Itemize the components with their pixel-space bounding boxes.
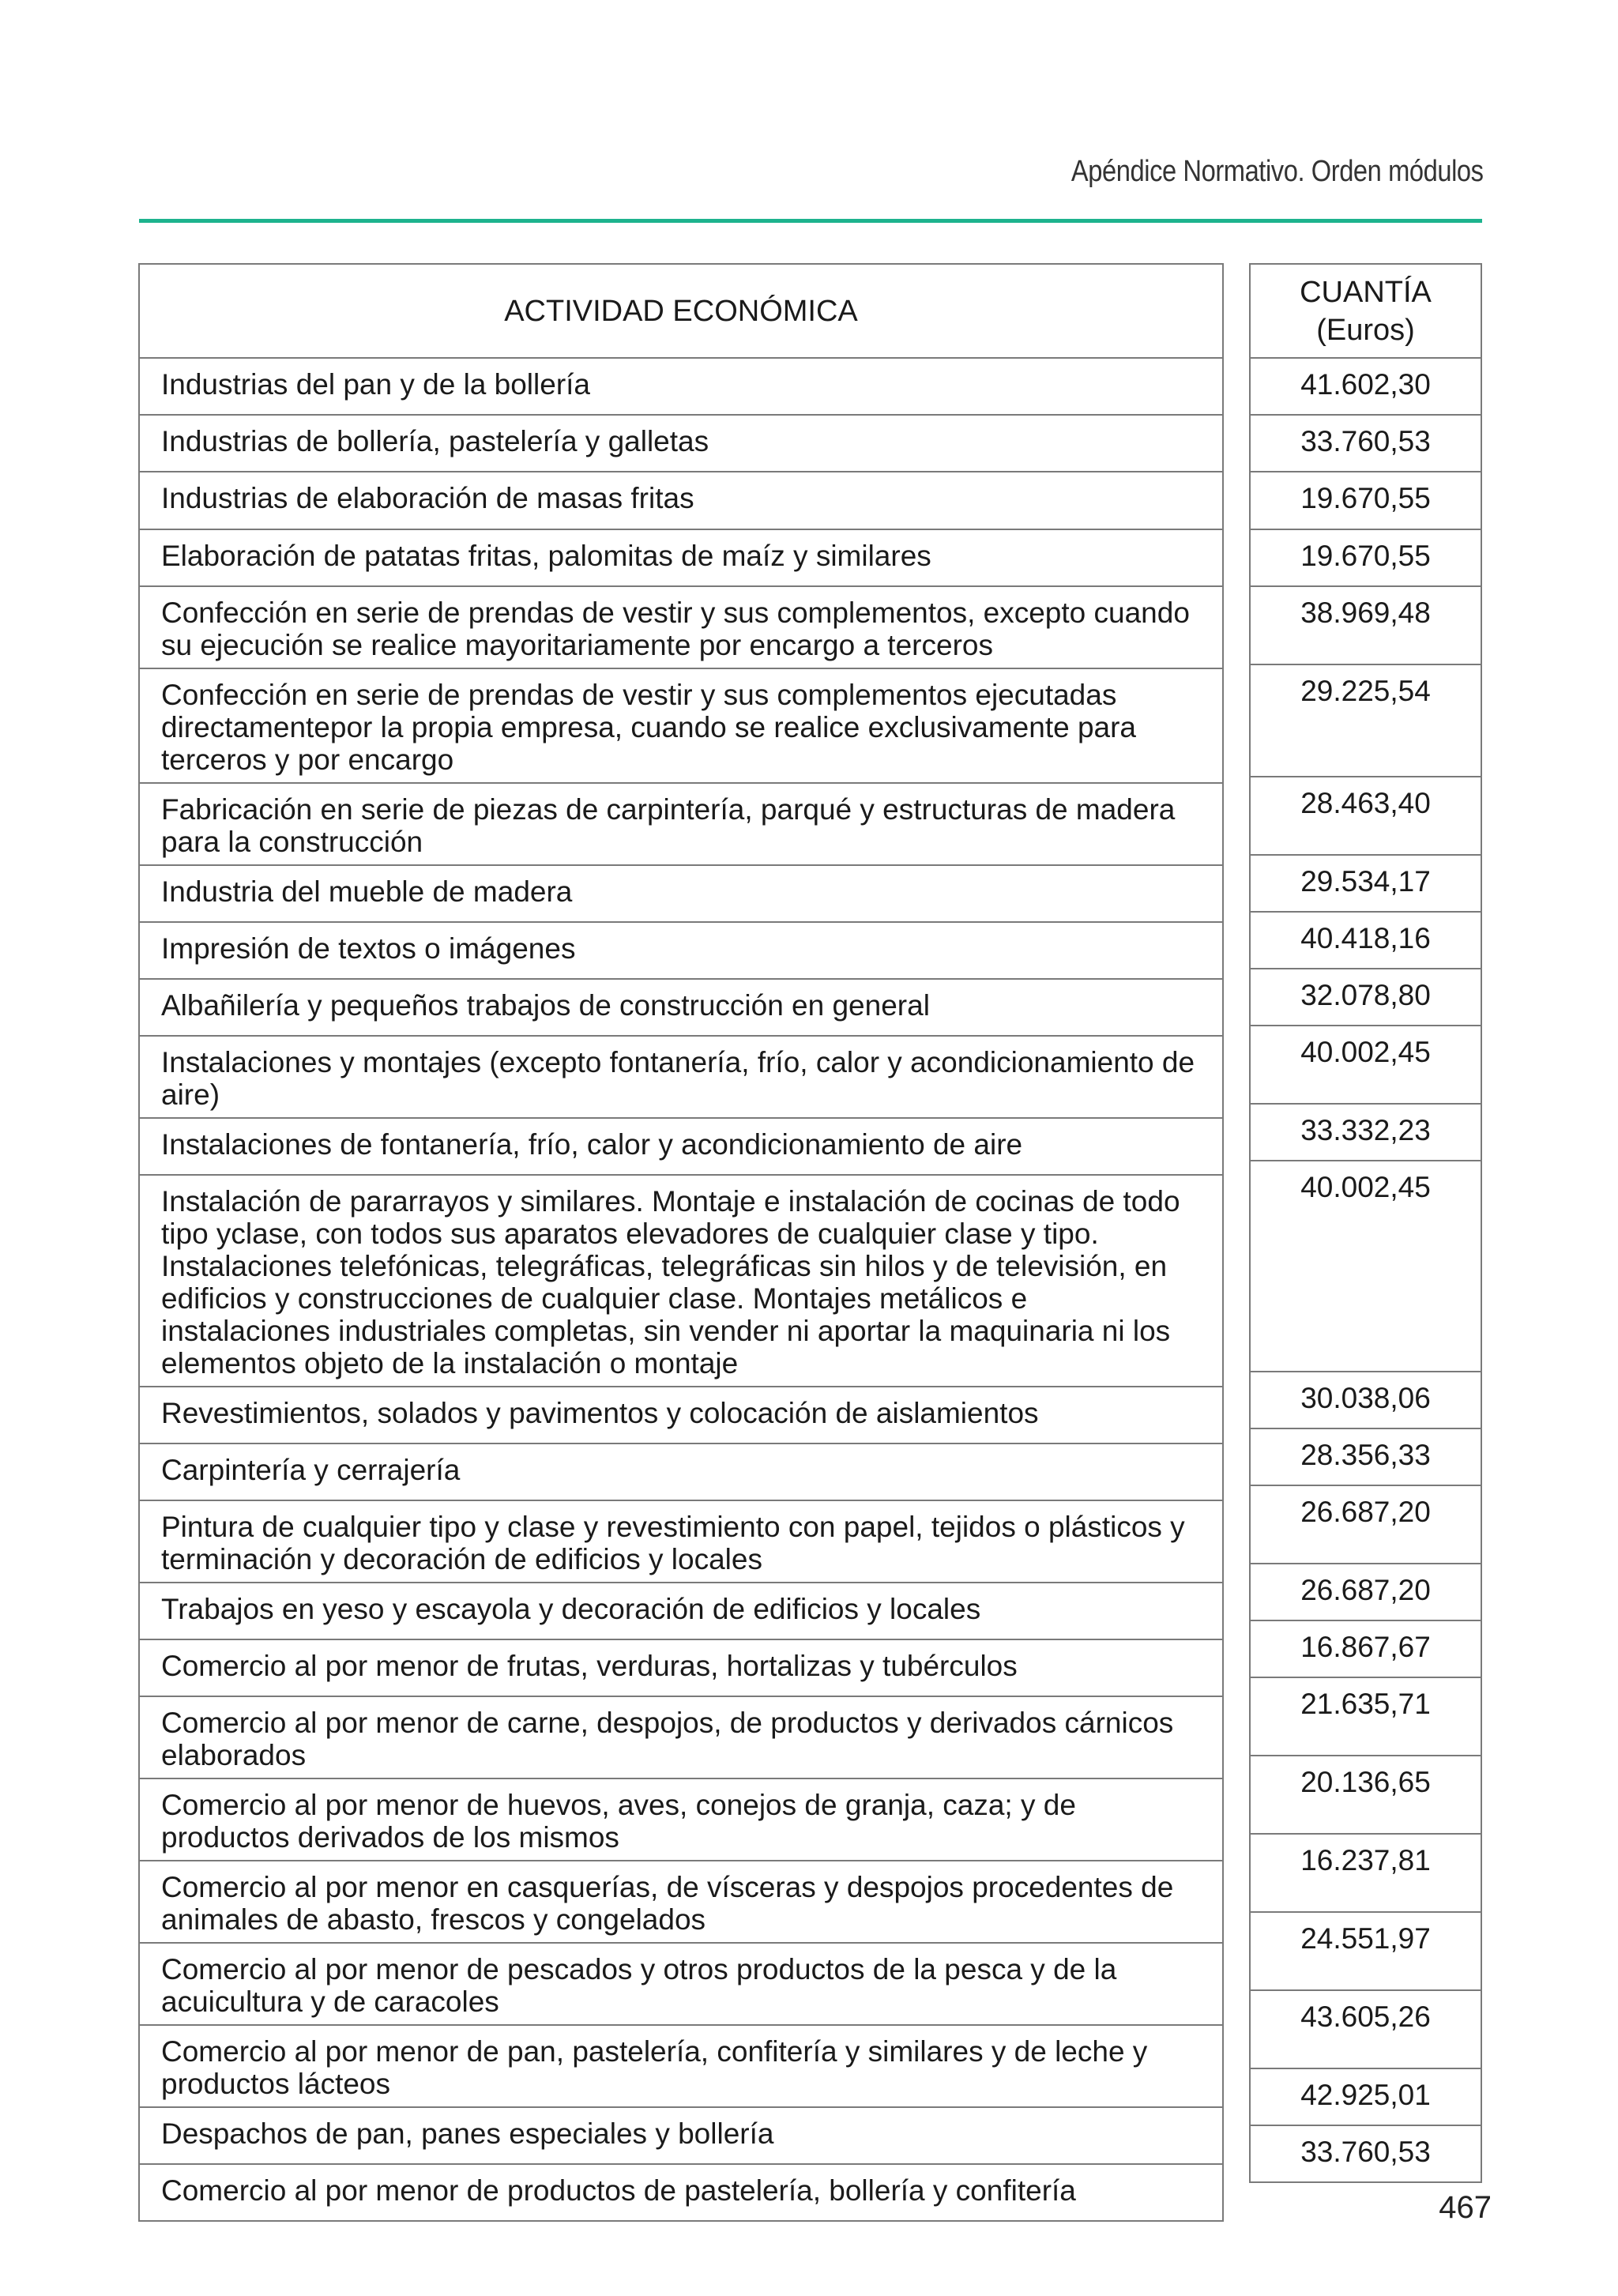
activity-cell: Confección en serie de prendas de vestir y sus complementos ejecutadas directamentepor la propia empresa, cuando se realice exclusivamente para terceros y por encargo	[139, 668, 1223, 783]
table-row	[139, 979, 1223, 1036]
activity-cell: Albañilería y pequeños trabajos de construcción en general	[139, 979, 1223, 1036]
table-row	[139, 1387, 1223, 1443]
amount-header-line2: (Euros)	[1316, 313, 1415, 347]
amount-cell: 40.002,45	[1250, 1026, 1481, 1104]
amount-cell: 40.002,45	[1250, 1161, 1481, 1372]
table-row	[139, 1943, 1223, 2025]
table-row	[1250, 586, 1481, 664]
table-row	[1250, 2125, 1481, 2182]
amount-cell: 28.356,33	[1250, 1428, 1481, 1485]
table-row	[139, 1861, 1223, 1943]
table-row	[1250, 855, 1481, 912]
table-row	[1250, 1834, 1481, 1912]
amount-cell: 21.635,71	[1250, 1677, 1481, 1756]
activity-table	[138, 263, 1224, 2222]
activity-cell: Comercio al por menor en casquerías, de vísceras y despojos procedentes de animales de abasto, frescos y congelados	[139, 1861, 1223, 1943]
table-row	[139, 865, 1223, 922]
table-row	[139, 1639, 1223, 1696]
amount-cell: 26.687,20	[1250, 1564, 1481, 1620]
running-head: Apéndice Normativo. Orden módulos	[1071, 155, 1484, 188]
amount-cell: 24.551,97	[1250, 1912, 1481, 1990]
activity-cell: Fabricación en serie de piezas de carpintería, parqué y estructuras de madera para la construcción	[139, 783, 1223, 865]
activity-cell: Comercio al por menor de frutas, verduras, hortalizas y tubérculos	[139, 1639, 1223, 1696]
amount-cell: 38.969,48	[1250, 586, 1481, 664]
amount-cell: 43.605,26	[1250, 1990, 1481, 2068]
activity-cell: Comercio al por menor de pan, pastelería, confitería y similares y de leche y productos lácteos	[139, 2025, 1223, 2107]
activity-cell: Industrias de bollería, pastelería y galletas	[139, 415, 1223, 472]
activity-cell: Confección en serie de prendas de vestir y sus complementos, excepto cuando su ejecución se realice mayoritariamente por encargo a terceros	[139, 586, 1223, 668]
amount-cell: 28.463,40	[1250, 777, 1481, 855]
activity-cell: Comercio al por menor de huevos, aves, conejos de granja, caza; y de productos derivados de los mismos	[139, 1778, 1223, 1861]
table-row	[139, 1778, 1223, 1861]
table-row	[1250, 1756, 1481, 1834]
table-row	[1250, 472, 1481, 529]
table-row	[1250, 358, 1481, 415]
table-row	[1250, 1485, 1481, 1564]
activity-cell: Pintura de cualquier tipo y clase y revestimiento con papel, tejidos o plásticos y terminación y decoración de edificios y locales	[139, 1500, 1223, 1583]
table-row	[1250, 912, 1481, 969]
table-row	[139, 1118, 1223, 1175]
activity-cell: Impresión de textos o imágenes	[139, 922, 1223, 979]
amount-cell: 16.237,81	[1250, 1834, 1481, 1912]
table-row	[139, 783, 1223, 865]
table-row	[1250, 529, 1481, 586]
table-row	[139, 1500, 1223, 1583]
amount-column-header	[1250, 264, 1481, 358]
activity-cell: Industrias del pan y de la bollería	[139, 358, 1223, 415]
header-rule	[139, 219, 1482, 223]
activity-cell: Comercio al por menor de carne, despojos, de productos y derivados cárnicos elaborados	[139, 1696, 1223, 1778]
table-row	[1250, 1677, 1481, 1756]
amount-cell: 19.670,55	[1250, 529, 1481, 586]
amount-header-line1: CUANTÍA	[1300, 275, 1432, 309]
table-row	[139, 2025, 1223, 2107]
activity-cell: Instalaciones de fontanería, frío, calor y acondicionamiento de aire	[139, 1118, 1223, 1175]
table-row	[139, 1583, 1223, 1639]
table-row	[1250, 969, 1481, 1026]
table-row	[1250, 1620, 1481, 1677]
activity-cell: Comercio al por menor de pescados y otros productos de la pesca y de la acuicultura y de caracoles	[139, 1943, 1223, 2025]
amount-cell: 40.418,16	[1250, 912, 1481, 969]
activity-cell: Revestimientos, solados y pavimentos y colocación de aislamientos	[139, 1387, 1223, 1443]
amount-cell: 29.225,54	[1250, 664, 1481, 777]
activity-cell: Elaboración de patatas fritas, palomitas de maíz y similares	[139, 529, 1223, 586]
table-row	[139, 358, 1223, 415]
table-row	[139, 2107, 1223, 2164]
table-row	[1250, 1026, 1481, 1104]
table-row	[1250, 1372, 1481, 1428]
table-row	[1250, 664, 1481, 777]
activity-cell: Industria del mueble de madera	[139, 865, 1223, 922]
amount-cell: 33.760,53	[1250, 415, 1481, 472]
table-row	[139, 1036, 1223, 1118]
table-row	[139, 922, 1223, 979]
activity-cell: Instalación de pararrayos y similares. Montaje e instalación de cocinas de todo tipo yclase, con todos sus aparatos elevadores de cualquier clase y tipo. Instalaciones telefónicas, telegráficas, telegráficas sin hilos y de televisión, en edificios y construcciones de cualquier clase. Montajes metálicos e instalaciones industriales completas, sin vender ni aportar la maquinaria ni los elementos objeto de la instalación o montaje	[139, 1175, 1223, 1387]
amount-cell: 26.687,20	[1250, 1485, 1481, 1564]
table-row	[1250, 415, 1481, 472]
amount-cell: 41.602,30	[1250, 358, 1481, 415]
activity-cell: Trabajos en yeso y escayola y decoración de edificios y locales	[139, 1583, 1223, 1639]
amount-cell: 16.867,67	[1250, 1620, 1481, 1677]
activity-cell: Despachos de pan, panes especiales y bollería	[139, 2107, 1223, 2164]
activity-cell: Carpintería y cerrajería	[139, 1443, 1223, 1500]
amount-cell: 29.534,17	[1250, 855, 1481, 912]
table-row	[139, 1175, 1223, 1387]
table-row	[1250, 1428, 1481, 1485]
table-row	[1250, 1990, 1481, 2068]
activity-column-header: ACTIVIDAD ECONÓMICA	[139, 264, 1223, 358]
table-row	[139, 2164, 1223, 2221]
table-row	[139, 472, 1223, 529]
amount-cell: 33.760,53	[1250, 2125, 1481, 2182]
amount-cell: 42.925,01	[1250, 2068, 1481, 2125]
table-row	[1250, 1912, 1481, 1990]
table-row	[1250, 1564, 1481, 1620]
amount-cell: 20.136,65	[1250, 1756, 1481, 1834]
page-number: 467	[1439, 2190, 1492, 2225]
table-row	[139, 529, 1223, 586]
table-row	[139, 668, 1223, 783]
table-row	[1250, 1104, 1481, 1161]
activity-cell: Industrias de elaboración de masas fritas	[139, 472, 1223, 529]
amount-cell: 33.332,23	[1250, 1104, 1481, 1161]
amount-table	[1249, 263, 1482, 2183]
activity-cell: Comercio al por menor de productos de pastelería, bollería y confitería	[139, 2164, 1223, 2221]
amount-cell: 32.078,80	[1250, 969, 1481, 1026]
table-row	[1250, 1161, 1481, 1372]
table-row	[139, 586, 1223, 668]
table-row	[139, 415, 1223, 472]
table-row	[1250, 777, 1481, 855]
table-row	[1250, 2068, 1481, 2125]
amount-cell: 19.670,55	[1250, 472, 1481, 529]
activity-cell: Instalaciones y montajes (excepto fontanería, frío, calor y acondicionamiento de aire)	[139, 1036, 1223, 1118]
table-row	[139, 1443, 1223, 1500]
amount-cell: 30.038,06	[1250, 1372, 1481, 1428]
table-row	[139, 1696, 1223, 1778]
